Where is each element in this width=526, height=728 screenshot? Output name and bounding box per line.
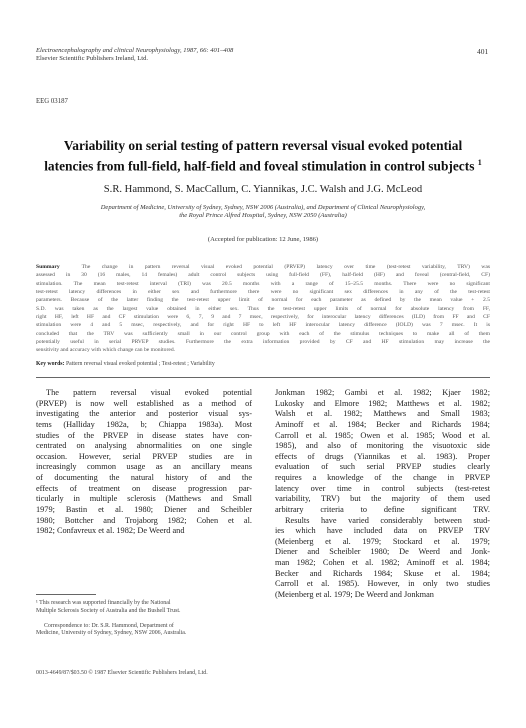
body-right-column — [275, 388, 490, 601]
body-line: Carroll et al. 1985). However, in only two studies — [275, 579, 490, 589]
body-line: (Meienberg et al. 1979; Stockard et al. 1979; — [275, 536, 490, 546]
footnote-line: Multiple Sclerosis Society of Australia and the Bushell Trust. — [36, 607, 181, 614]
body-left-column — [36, 388, 252, 537]
copyright-footer: 0013-4649/87/$03.50 © 1987 Elsevier Scientific Publishers Ireland, Ltd. — [36, 670, 208, 676]
body-line: Walsh et al. 1982; Matthews and Small 1983; — [275, 409, 490, 419]
abstract-line: right HF, left HF and CF stimulation were 6, 7, 9 and 7 msec, respectively, for interocular latency differences (ILD) from FF and CF — [36, 314, 490, 321]
keywords-label: Key words: — [36, 361, 65, 367]
title-line-2 — [0, 154, 526, 174]
body-line: 1982; Confavreux et al. 1982; De Weerd and — [36, 526, 185, 536]
affiliation — [0, 204, 526, 220]
authors: S.R. Hammond, S. MacCallum, C. Yiannikas, J.C. Walsh and J.G. McLeod — [103, 184, 423, 195]
title-line-1: Variability on serial testing of pattern reversal visual evoked potential — [63, 138, 463, 153]
abstract-line: parameters. Because of the latter finding the test-retest upper limit of normal for each parameter as defined by the mean value + 2.5 — [36, 297, 490, 304]
body-line: of documenting the natural history of and the — [36, 473, 252, 482]
body-line: 1985), and also of monitoring the visuotoxic side — [275, 441, 490, 451]
abstract-line: test-retest latency differences in either sex and furthermore there were no significant sex differences in any of the test-retest — [36, 289, 490, 296]
abstract — [36, 263, 490, 355]
body-line: variability, TRV) but the majority of them used — [275, 494, 490, 504]
body-line: man 1982; Cohen et al. 1982; Aminoff et al. 1984; — [275, 558, 490, 567]
body-line: Results have varied considerably between stud- — [285, 515, 490, 525]
body-line: Jonkman 1982; Gambi et al. 1982; Kjaer 1982; — [275, 388, 490, 397]
body-line: latency over time in control subjects (test-retest — [275, 483, 490, 493]
footnotes — [36, 600, 252, 638]
eeg-code: EEG 03187 — [36, 98, 68, 105]
body-line: Diener and Scheibler 1980; De Weerd and Jonk- — [275, 547, 490, 557]
abstract-line: sensitivity and accuracy with which change can be monitored. — [36, 347, 176, 354]
footnote-line: ¹ This research was supported financially by the National — [36, 600, 171, 606]
body-line: Lukosky and Elmore 1982; Matthews et al. 1982; — [275, 398, 490, 408]
body-line: effects of drugs (Yiannikas et al. 1983). Proper — [275, 451, 490, 461]
body-line: investigating the anterior and posterior visual sys- — [36, 409, 252, 419]
abstract-line: stimulation. The mean test-retest interval (TRI) was 20.5 months with a range of 15–25.5 months. There were no significant — [36, 280, 490, 287]
footnote-divider — [36, 594, 96, 595]
abstract-label: Summary — [36, 264, 60, 270]
keywords — [36, 361, 215, 367]
abstract-line: stimulation were 4 and 5 msec, respectively, and for right HF to left HF interocular latency difference (IOLD) was 7 msec. It is — [36, 322, 490, 329]
body-line: centrated on analysing abnormalities on one single — [36, 441, 252, 451]
footnote-line — [36, 615, 252, 623]
body-line: arbitrary criteria to define significant TRV. — [275, 504, 490, 514]
affiliation-line-1: Department of Medicine, University of Sydney, Sydney, NSW 2006 (Australia), and Department of Clinical Neurophysiology, — [100, 204, 426, 211]
body-line: ticularly in multiple sclerosis (Matthews and Small — [36, 494, 252, 504]
body-line: ies which have included data on PRVEP TRV — [275, 526, 490, 536]
article-title — [0, 137, 526, 174]
running-header — [36, 47, 456, 64]
body-line: Aminoff et al. 1984; Becker and Richards 1984; — [275, 419, 490, 429]
keywords-text: Pattern reversal visual evoked potential ; Test-retest ; Variability — [65, 361, 215, 367]
body-line: evaluation of such serial PRVEP studies clearly — [275, 462, 490, 472]
page-number: 401 — [477, 47, 489, 56]
body-line: requires a knowledge of the change in PRVEP — [275, 473, 490, 482]
body-line: The pattern reversal visual evoked potential — [46, 388, 252, 397]
body-line: Carroll et al. 1985; Owen et al. 1985; Wood et al. — [275, 430, 490, 440]
footnote-line: Medicine, University of Sydney, Sydney, NSW 2006, Australia. — [36, 630, 187, 636]
abstract-line: Summary The change in pattern reversal visual evoked potential (PRVEP) latency over time (test-retest variability, TRV) was — [36, 264, 490, 270]
body-line: 1980; Bottcher and Trojaborg 1982; Cohen et al. — [36, 515, 252, 525]
journal-citation: Electroencephalography and clinical Neurophysiology, 1987, 66: 401–408 — [36, 47, 234, 54]
abstract-line: assessed in 30 (16 males, 14 females) adult control subjects using full-field (FF), half-field (HF) and foveal (central-field, CF) — [36, 272, 490, 279]
body-line: tems (Halliday 1982a, b; Chiappa 1983a). Most — [36, 419, 252, 429]
body-line: Becker and Richards 1984; Skuse et al. 1984; — [275, 568, 490, 578]
body-line: 1979; Bastin et al. 1980; Diener and Scheibler — [36, 504, 252, 514]
abstract-line: S.D. was taken as the largest value obtained in either sex. Thus the test-retest upper limits of normal for absolute latency from FF, — [36, 305, 490, 312]
body-line: (PRVEP) is now well established as a method of — [36, 398, 252, 408]
body-line: occasion. However, serial PRVEP studies are in — [36, 451, 252, 461]
body-line: effects of treatment on disease progression par- — [36, 483, 252, 493]
body-line: studies of the PRVEP in disease states have con- — [36, 430, 252, 440]
accepted-date: (Accepted for publication: 12 June, 1986) — [207, 236, 319, 243]
abstract-line: potentially useful in serial PRVEP studies. Furthermore the extra information provided by CF and HF stimulation may increase the — [36, 339, 490, 346]
body-line: increasingly common usage as an ancillary means — [36, 462, 252, 472]
title-line-2-text: latencies from full-field, half-field and foveal stimulation in control subjects — [44, 158, 475, 174]
affiliation-line-2: the Royal Prince Alfred Hospital, Sydney, NSW 2050 (Australia) — [179, 212, 347, 220]
title-footnote-mark: 1 — [477, 158, 482, 167]
body-line: (Meienberg et al. 1979; De Weerd and Jonkman — [275, 589, 434, 599]
section-divider — [36, 377, 490, 378]
abstract-line: concluded that the TRV was sufficiently small in our control group with each of the stimulus techniques to make all of them — [36, 330, 490, 337]
footnote-line: Correspondence to: Dr. S.R. Hammond, Department of — [44, 622, 174, 629]
publisher-line: Elsevier Scientific Publishers Ireland, Ltd. — [36, 55, 149, 63]
